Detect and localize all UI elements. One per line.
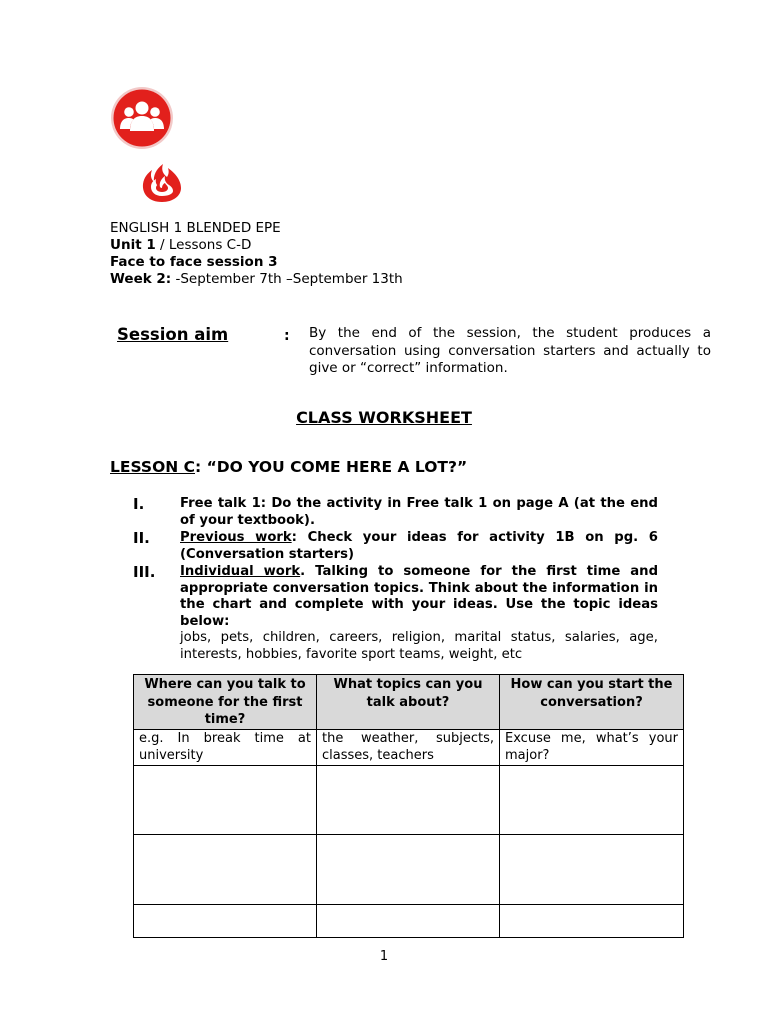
item-numeral: II. <box>133 529 150 547</box>
course-title: ENGLISH 1 BLENDED EPE <box>110 220 281 236</box>
blank-cell[interactable] <box>317 904 500 937</box>
unit-label: Unit 1 <box>110 237 156 253</box>
column-header: How can you start the conversation? <box>500 675 684 730</box>
list-item <box>180 564 658 663</box>
worksheet-title <box>0 408 768 427</box>
session-aim-text: By the end of the session, the student produces a conversation using conversation starters and actually to give or “correct” information. <box>309 325 711 376</box>
item-text: . Talking to someone for the first time and appropriate conversation topics. Think about the information in the chart and complete with your ideas. Use the topic ideas below: <box>180 564 659 629</box>
worksheet-table <box>133 674 684 938</box>
blank-cell[interactable] <box>500 765 684 834</box>
item-label: Previous work <box>180 530 292 545</box>
week-line <box>110 271 403 288</box>
blank-cell[interactable] <box>134 834 317 904</box>
lesson-title: : “DO YOU COME HERE A LOT?” <box>195 458 468 476</box>
flame-logo-icon <box>139 161 185 203</box>
table-cell: Excuse me, what’s your major? <box>500 729 684 765</box>
blank-cell[interactable] <box>500 834 684 904</box>
topic-ideas: jobs, pets, children, careers, religion, marital status, salaries, age, interests, hobbies, favorite sport teams, weight, etc <box>180 630 658 662</box>
people-group-icon <box>110 86 174 150</box>
table-cell: e.g. In break time at university <box>134 729 317 765</box>
list-item <box>180 530 658 563</box>
table-row <box>134 904 684 937</box>
lesson-heading <box>110 458 467 476</box>
week-dates: -September 7th –September 13th <box>171 271 403 287</box>
table-header-row <box>134 675 684 730</box>
item-text: : Check your ideas for activity 1B on pg. 6 (Conversation starters) <box>180 530 658 562</box>
blank-cell[interactable] <box>134 904 317 937</box>
page-number: 1 <box>379 949 389 964</box>
item-numeral: III. <box>133 563 156 581</box>
list-item: Free talk 1: Do the activity in Free talk 1 on page A (at the end of your textbook). <box>180 496 658 528</box>
table-row <box>134 834 684 904</box>
blank-cell[interactable] <box>134 765 317 834</box>
table-row <box>134 729 684 765</box>
session-aim-colon: : <box>284 328 290 344</box>
column-header: Where can you talk to someone for the first time? <box>134 675 317 730</box>
worksheet-title-text: CLASS WORKSHEET <box>296 408 472 427</box>
blank-cell[interactable] <box>500 904 684 937</box>
session-aim-label: Session aim <box>117 325 229 344</box>
unit-line <box>110 237 251 254</box>
lesson-label: LESSON C <box>110 458 196 476</box>
column-header: What topics can you talk about? <box>317 675 500 730</box>
session-line: Face to face session 3 <box>110 254 278 270</box>
table-cell: the weather, subjects, classes, teachers <box>317 729 500 765</box>
blank-cell[interactable] <box>317 834 500 904</box>
unit-lessons: / Lessons C-D <box>155 237 252 253</box>
table-row <box>134 765 684 834</box>
week-label: Week 2: <box>110 271 172 287</box>
item-label: Individual work <box>180 564 301 579</box>
blank-cell[interactable] <box>317 765 500 834</box>
item-numeral: I. <box>133 495 145 513</box>
